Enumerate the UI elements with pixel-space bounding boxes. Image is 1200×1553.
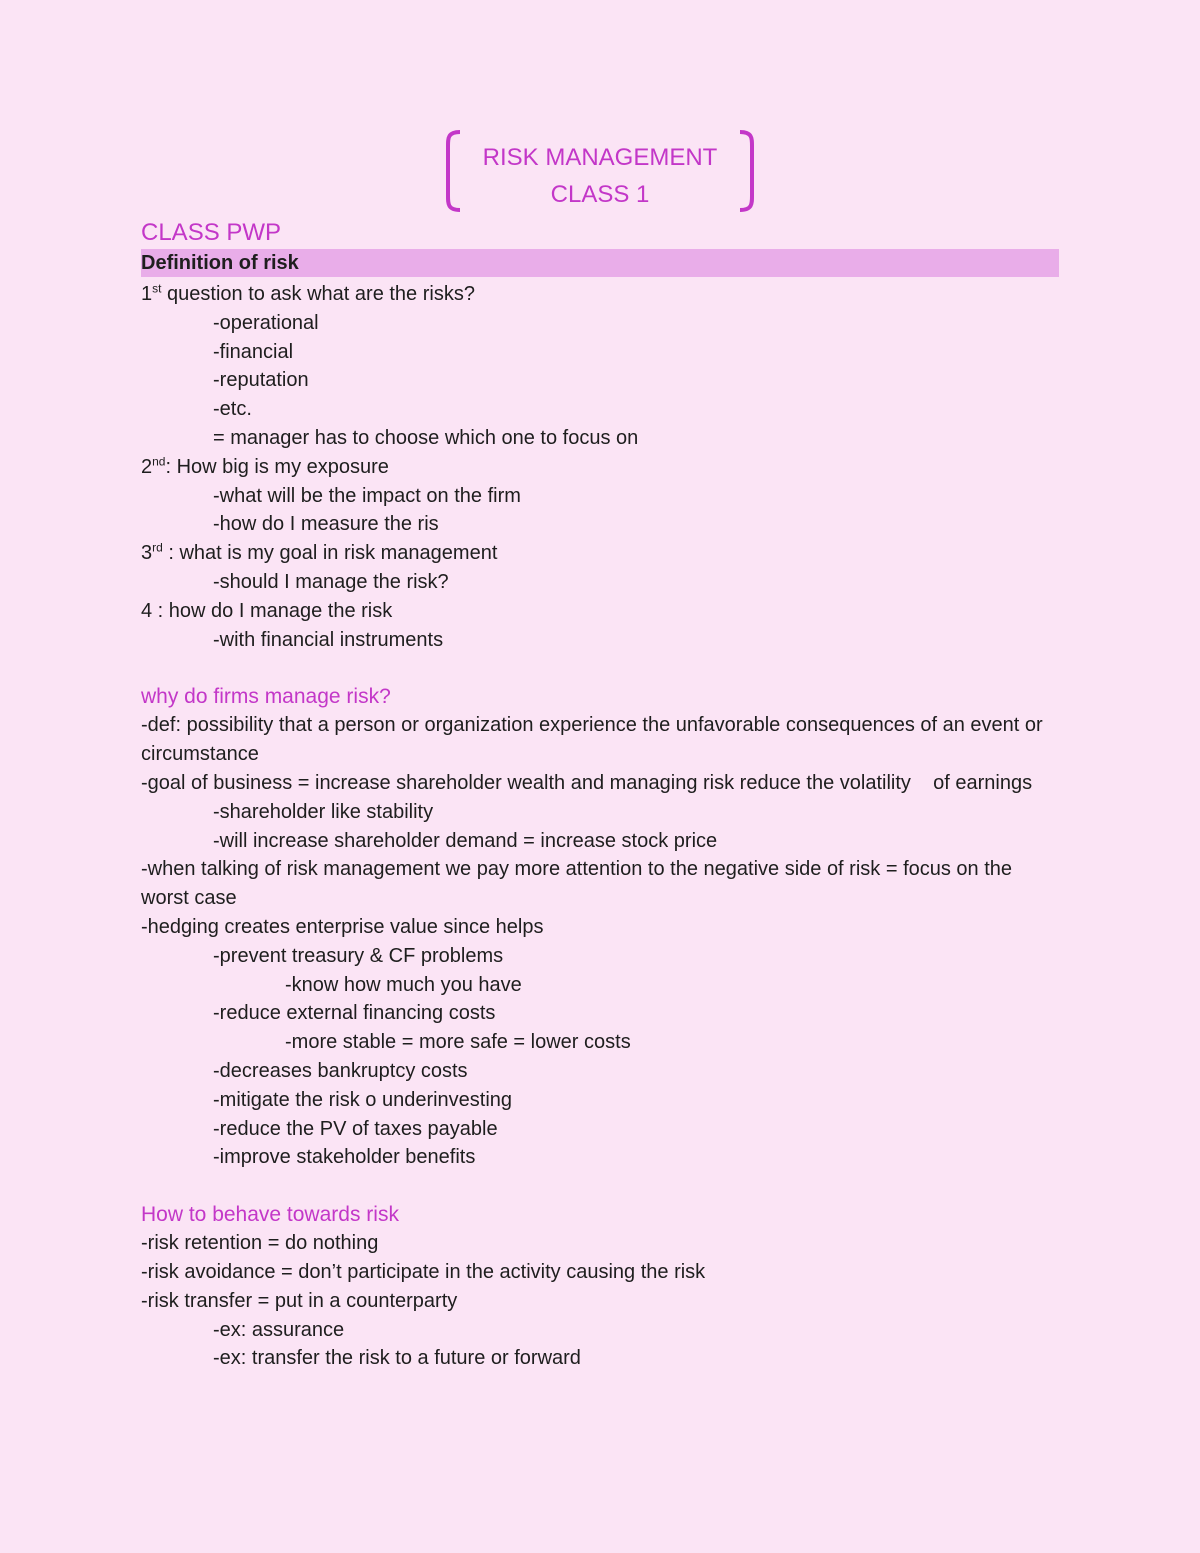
list-item: -reduce the PV of taxes payable [213, 1117, 498, 1140]
question-4: 4 : how do I manage the risk [141, 599, 393, 622]
title-line-2: CLASS 1 [550, 181, 650, 208]
list-item: -operational [213, 311, 319, 334]
document-body [141, 218, 1059, 1373]
question-3: 3rd : what is my goal in risk management [141, 540, 498, 565]
list-item: -financial [213, 340, 294, 363]
list-subitem: -more stable = more safe = lower costs [285, 1031, 631, 1054]
paragraph-def: -def: possibility that a person or organization experience the unfavorable consequences of an event or circumstance [141, 714, 1043, 766]
list-item: -will increase shareholder demand = increase stock price [213, 829, 718, 852]
list-item: -improve stakeholder benefits [213, 1146, 476, 1169]
list-item: -reduce external financing costs [213, 1002, 496, 1025]
class-heading: CLASS PWP [141, 219, 282, 246]
section-heading-why: why do firms manage risk? [141, 685, 391, 709]
list-item: -with financial instruments [213, 628, 444, 651]
title-box [442, 128, 758, 214]
question-2: 2nd: How big is my exposure [141, 454, 389, 478]
spacer [141, 654, 1059, 682]
list-item: -mitigate the risk o underinvesting [213, 1088, 513, 1111]
paragraph-avoidance: -risk avoidance = don’t participate in the activity causing the risk [141, 1260, 706, 1283]
list-item: -what will be the impact on the firm [213, 484, 521, 507]
list-item: -decreases bankruptcy costs [213, 1059, 468, 1082]
list-item: = manager has to choose which one to focus on [213, 426, 639, 449]
question-1: 1st question to ask what are the risks? [141, 281, 475, 305]
list-item: -how do I measure the ris [213, 513, 439, 536]
paragraph-talking: -when talking of risk management we pay more attention to the negative side of risk = focus on the worst case [141, 858, 1013, 910]
spacer [141, 1172, 1059, 1200]
paragraph-hedging: -hedging creates enterprise value since helps [141, 915, 544, 938]
list-item: -prevent treasury & CF problems [213, 944, 504, 967]
list-item: -etc. [213, 398, 252, 421]
list-item: -reputation [213, 369, 309, 392]
section-heading-behave: How to behave towards risk [141, 1203, 399, 1227]
list-item: -ex: transfer the risk to a future or forward [213, 1347, 581, 1370]
list-item: -ex: assurance [213, 1318, 345, 1341]
paragraph-goal: -goal of business = increase shareholder wealth and managing risk reduce the volatility of earnings [141, 771, 1033, 794]
paragraph-retention: -risk retention = do nothing [141, 1232, 379, 1255]
list-item: -shareholder like stability [213, 800, 434, 823]
title-line-1: RISK MANAGEMENT [482, 144, 718, 171]
list-item: -should I manage the risk? [213, 570, 449, 593]
list-subitem: -know how much you have [285, 973, 522, 996]
definition-heading: Definition of risk [141, 249, 1059, 277]
paragraph-transfer: -risk transfer = put in a counterparty [141, 1289, 458, 1312]
